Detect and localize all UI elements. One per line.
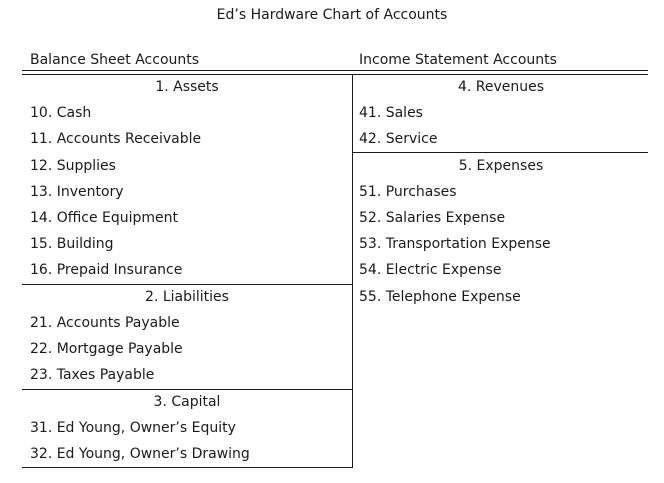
header-rule-bottom <box>22 74 648 75</box>
balance-sheet-header: Balance Sheet Accounts <box>30 52 200 68</box>
account-taxes-payable: 23. Taxes Payable <box>30 367 155 383</box>
account-service: 42. Service <box>359 131 438 147</box>
account-telephone-expense: 55. Telephone Expense <box>359 289 521 305</box>
rule-capital <box>22 389 353 390</box>
rule-expenses <box>352 152 648 153</box>
section-liabilities: 2. Liabilities <box>145 289 229 305</box>
rule-bottom-left <box>22 467 353 468</box>
account-cash: 10. Cash <box>30 105 92 121</box>
account-transportation-expense: 53. Transportation Expense <box>359 236 551 252</box>
account-purchases: 51. Purchases <box>359 184 457 200</box>
account-accounts-receivable: 11. Accounts Receivable <box>30 131 202 147</box>
column-divider <box>352 74 353 468</box>
account-sales: 41. Sales <box>359 105 423 121</box>
account-owners-drawing: 32. Ed Young, Owner’s Drawing <box>30 446 250 462</box>
header-rule-top <box>22 70 648 71</box>
account-prepaid-insurance: 16. Prepaid Insurance <box>30 262 183 278</box>
account-office-equipment: 14. Office Equipment <box>30 210 179 226</box>
account-inventory: 13. Inventory <box>30 184 124 200</box>
account-owners-equity: 31. Ed Young, Owner’s Equity <box>30 420 236 436</box>
section-assets: 1. Assets <box>155 79 219 95</box>
page-title: Ed’s Hardware Chart of Accounts <box>216 7 448 23</box>
account-accounts-payable: 21. Accounts Payable <box>30 315 180 331</box>
section-capital: 3. Capital <box>153 394 221 410</box>
account-mortgage-payable: 22. Mortgage Payable <box>30 341 183 357</box>
section-revenues: 4. Revenues <box>457 79 545 95</box>
account-electric-expense: 54. Electric Expense <box>359 262 502 278</box>
account-salaries-expense: 52. Salaries Expense <box>359 210 506 226</box>
rule-liabilities <box>22 284 353 285</box>
account-supplies: 12. Supplies <box>30 158 116 174</box>
section-expenses: 5. Expenses <box>458 158 544 174</box>
account-building: 15. Building <box>30 236 114 252</box>
income-statement-header: Income Statement Accounts <box>359 52 557 68</box>
